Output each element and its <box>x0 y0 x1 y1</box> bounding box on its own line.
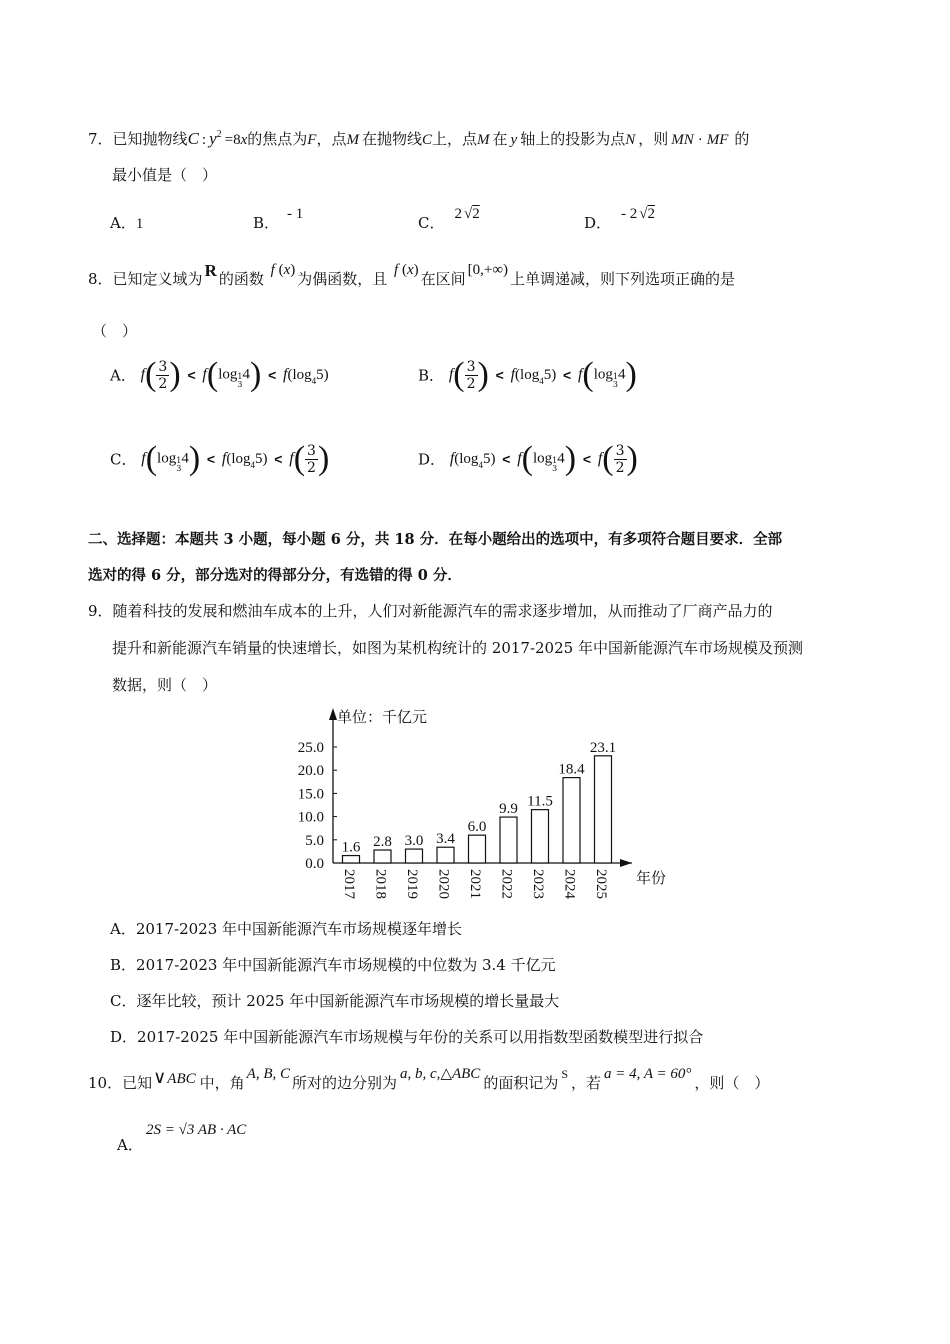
q7-colon: : <box>201 132 207 148</box>
log-base-den: 3 <box>176 464 182 473</box>
log-base: 4 <box>250 459 256 470</box>
log-arg: 4 <box>557 450 565 467</box>
q7-eq-rhs: =8 <box>224 132 241 148</box>
q10-abc: ABC <box>451 1066 481 1082</box>
q7-option-b-label: B． <box>253 214 280 232</box>
q9-line1 <box>88 600 773 621</box>
left-paren-icon: ( <box>206 356 219 393</box>
left-paren-icon: ( <box>145 356 157 393</box>
q8-option-c <box>110 440 329 478</box>
q9-line3: 数据，则（ ） <box>112 676 218 694</box>
q7-option-b-value: - 1 <box>287 206 304 222</box>
q9-option-b: B．2017-2023 年中国新能源汽车市场规模的中位数为 3.4 千亿元 <box>110 956 556 974</box>
less-than: < <box>274 451 283 467</box>
less-than: < <box>206 451 216 467</box>
q8-text: 在区间 <box>420 270 466 288</box>
fraction <box>465 359 478 392</box>
sqrt-icon: √ <box>463 206 473 222</box>
x-tick-label: 2019 <box>404 869 420 899</box>
log: log <box>593 366 613 383</box>
sqrt-icon: √ <box>639 206 648 222</box>
fraction <box>156 359 169 392</box>
log-base-den: 3 <box>612 380 619 389</box>
log-base-num: 1 <box>237 372 243 381</box>
q7-text: 在抛物线 <box>361 130 422 148</box>
q7-M: M <box>346 132 359 148</box>
q8-f: f <box>140 366 146 383</box>
log: log <box>292 366 312 383</box>
q7-square: 2 <box>216 129 222 140</box>
log-arg: 5 <box>316 366 324 383</box>
bar <box>469 835 486 863</box>
q7-option-a-label: A． <box>110 214 136 232</box>
q7-text: 的 <box>734 130 750 148</box>
q7-number: 7． <box>88 130 113 148</box>
q7-x: x <box>240 132 248 148</box>
x-tick-label: 2023 <box>530 869 546 899</box>
log-arg: 5 <box>543 366 552 383</box>
q9-number: 9． <box>88 602 113 620</box>
x-tick-label: 2024 <box>561 869 578 899</box>
right-paren-icon: ) <box>477 356 489 393</box>
q10-condition: a = 4, A = 60° <box>604 1066 692 1082</box>
x-tick-label: 2017 <box>341 869 357 899</box>
bar <box>343 856 360 863</box>
q7-y: y <box>209 129 217 148</box>
left-paren-icon: ( <box>453 356 465 393</box>
q10-line1 <box>88 1066 770 1093</box>
q8-text: 的函数 <box>218 270 264 288</box>
x-tick-label: 2022 <box>498 869 515 899</box>
q7-option-a-value: 1 <box>135 216 144 232</box>
bar <box>437 847 454 863</box>
log-base-num: 1 <box>176 456 182 465</box>
less-than: < <box>563 367 572 383</box>
q7-text: 的焦点为 <box>247 130 308 148</box>
right-paren-icon: ) <box>564 440 577 477</box>
q10-S: S <box>561 1067 569 1081</box>
fraction-denominator: 2 <box>466 375 476 392</box>
q10-sides: a, b, c, <box>400 1066 441 1082</box>
left-paren-icon: ( <box>145 440 158 477</box>
section2-header-line1: 二、选择题：本题共 3 小题，每小题 6 分，共 18 分．在每小题给出的选项中，有多项符合题目要求．全部 <box>88 531 783 548</box>
q10-text: ，若 <box>571 1074 602 1092</box>
q9-text: 随着科技的发展和燃油车成本的上升，人们对新能源汽车的需求逐步增加，从而推动了厂商产品力的 <box>112 602 773 620</box>
q7-text: 上，点 <box>432 130 478 148</box>
q8-fx-2: f (x) <box>394 262 419 278</box>
q8-f: f <box>517 450 522 467</box>
log-base: 4 <box>539 375 544 386</box>
q8-x: x <box>406 262 414 278</box>
q7-option-c-radicand: 2 <box>472 206 480 222</box>
q7-curve-name: C <box>187 129 199 148</box>
bar-value-label: 6.0 <box>467 819 487 836</box>
log-arg: 5 <box>255 450 263 467</box>
q8-f: f <box>202 366 207 383</box>
y-tick-label: 25.0 <box>297 740 324 756</box>
q8-paren: （ ） <box>92 322 138 340</box>
bar-value-label: 11.5 <box>527 793 553 810</box>
q8-line1 <box>88 261 736 289</box>
fraction-denominator: 2 <box>615 459 625 476</box>
q7-option-d <box>584 206 656 233</box>
y-tick-label: 5.0 <box>305 832 324 849</box>
less-than: < <box>268 367 277 383</box>
q10-text: 所对的边分别为 <box>292 1074 398 1092</box>
q7-option-c-value <box>444 206 479 222</box>
q9-option-c: C．逐年比较，预计 2025 年中国新能源汽车市场规模的增长量最大 <box>110 992 560 1010</box>
q9-option-a: A．2017-2023 年中国新能源汽车市场规模逐年增长 <box>110 920 463 938</box>
q8-f: f <box>283 366 288 383</box>
q7-option-c <box>418 206 480 233</box>
q8-f: f <box>221 450 227 467</box>
q8-log4-5: $(\log_45)$ <box>454 450 496 470</box>
left-paren-icon: ( <box>293 440 306 477</box>
q8-option-d-label: D． <box>418 450 446 469</box>
triangle-icon: △ <box>440 1066 452 1082</box>
fraction-numerator: 3 <box>158 358 168 375</box>
x-tick-label: 2025 <box>593 869 609 899</box>
q7-y-axis: y <box>510 132 518 148</box>
q8-option-a <box>110 356 329 394</box>
bar-value-label: 1.6 <box>341 839 361 856</box>
q7-option-a <box>110 212 143 233</box>
log: log <box>218 366 238 383</box>
q10-text: ，则（ ） <box>694 1074 770 1092</box>
less-than: < <box>495 367 504 383</box>
q7-N: N <box>625 132 636 148</box>
fraction-denominator: 2 <box>307 459 316 476</box>
y-tick-label: 20.0 <box>297 763 324 780</box>
bar <box>595 756 612 863</box>
left-paren-icon: ( <box>521 440 533 477</box>
log: log <box>459 450 479 467</box>
less-than: < <box>502 451 511 467</box>
q8-f: f <box>510 366 516 383</box>
fraction <box>614 443 627 476</box>
right-paren-icon: ) <box>188 440 201 477</box>
q7-line2: 最小值是（ ） <box>112 166 218 184</box>
y-tick-label: 10.0 <box>297 809 324 826</box>
right-paren-icon: ) <box>317 440 330 477</box>
q7-line1 <box>88 128 749 149</box>
q7-text: 轴上的投影为点 <box>520 130 626 148</box>
bar-value-label: 9.9 <box>499 801 518 818</box>
log-arg: 4 <box>242 366 250 383</box>
q7-option-c-label: C． <box>418 214 445 232</box>
q10-text: 的面积记为 <box>483 1074 559 1092</box>
q10-option-a-label: A． <box>117 1136 143 1154</box>
q8-f: f <box>289 450 294 467</box>
q8-option-c-label: C． <box>110 450 137 469</box>
y-axis-arrow-icon <box>329 708 337 720</box>
q7-vector-MF: MF <box>706 132 729 148</box>
q7-vector-MN: MN <box>671 132 694 148</box>
q7-M: M <box>477 132 490 148</box>
left-paren-icon: ( <box>602 440 614 477</box>
log-arg: 4 <box>181 450 189 467</box>
q10-number: 10． <box>88 1074 123 1092</box>
q10-abc: ABC <box>167 1071 196 1087</box>
x-axis-label: 年份 <box>636 871 667 887</box>
q10-angles: A, B, C <box>246 1066 290 1082</box>
q10-option-a-expression: 2S = √3 AB · AC <box>146 1122 247 1138</box>
left-paren-icon: ( <box>582 356 594 393</box>
fraction <box>305 443 318 476</box>
q8-log4-5: $(\log_45)$ <box>515 366 557 386</box>
log-base-num: 1 <box>552 456 558 465</box>
log-base-den: 3 <box>237 380 243 389</box>
log: log <box>231 450 251 467</box>
q8-option-b <box>418 356 637 394</box>
q8-f: f <box>449 450 455 467</box>
fraction-numerator: 3 <box>466 358 476 375</box>
log-arg: 5 <box>482 450 491 467</box>
q10-text: 已知 <box>122 1074 153 1092</box>
q7-option-d-label: D． <box>584 214 612 232</box>
fraction-numerator: 3 <box>307 442 316 459</box>
log-base: 4 <box>311 375 317 386</box>
q8-option-a-label: A． <box>110 366 136 385</box>
q8-R: R <box>204 261 217 280</box>
log: log <box>157 450 177 467</box>
bar <box>532 810 549 863</box>
q7-option-b <box>253 206 304 233</box>
q8-text: 为偶函数，且 <box>297 270 388 288</box>
right-paren-icon: ) <box>249 356 262 393</box>
section2-header-line2: 选对的得 6 分，部分选对的得部分分，有选错的得 0 分． <box>88 567 462 584</box>
q8-f: f <box>448 366 454 383</box>
q8-number: 8． <box>88 270 113 288</box>
fraction-denominator: 2 <box>158 375 168 392</box>
q8-f: f <box>270 262 275 278</box>
q8-f: f <box>141 450 146 467</box>
y-tick-label: 0.0 <box>305 856 324 872</box>
bar-value-label: 23.1 <box>589 739 617 756</box>
bar <box>500 817 517 863</box>
q8-log4-5: $(\log_45)$ <box>287 366 329 386</box>
q8-text: 已知定义域为 <box>112 270 203 288</box>
bar <box>563 778 580 863</box>
q7-text: ，点 <box>316 130 347 148</box>
q7-C: C <box>421 132 432 148</box>
right-paren-icon: ) <box>625 356 637 393</box>
y-tick-label: 15.0 <box>297 786 324 803</box>
bar <box>406 849 423 863</box>
right-paren-icon: ) <box>169 356 181 393</box>
bar-value-label: 2.8 <box>373 834 392 851</box>
less-than: < <box>187 367 196 383</box>
q7-text: 在 <box>492 130 508 148</box>
bar-value-label: 3.4 <box>436 831 455 848</box>
q9-bar-chart <box>280 700 680 912</box>
log-arg: 4 <box>618 366 626 383</box>
q7-option-d-radicand: 2 <box>647 206 656 222</box>
q8-fx-1: f (x) <box>270 262 296 278</box>
x-tick-label: 2018 <box>372 869 389 899</box>
log: log <box>520 366 540 383</box>
bar-value-label: 18.4 <box>558 761 585 778</box>
q7-option-c-coef: 2 <box>454 206 462 222</box>
q7-text: ，则 <box>638 130 669 148</box>
q8-f: f <box>597 450 603 467</box>
q7-F: F <box>307 132 317 148</box>
q8-text: 上单调递减，则下列选项正确的是 <box>510 270 736 288</box>
q7-option-d-coef: - 2 <box>621 206 638 222</box>
q9-option-d: D．2017-2025 年中国新能源汽车市场规模与年份的关系可以用指数型函数模型进行拟合 <box>110 1028 704 1046</box>
q7-option-d-value <box>611 206 655 222</box>
log-base: 4 <box>478 459 483 470</box>
log-base-den: 3 <box>552 464 558 473</box>
y-axis-label: 单位：千亿元 <box>337 710 428 726</box>
x-tick-label: 2020 <box>435 869 452 899</box>
bar-value-label: 3.0 <box>404 833 424 850</box>
log-base-num: 1 <box>612 372 619 381</box>
less-than: < <box>582 451 592 467</box>
q8-option-d <box>418 440 638 478</box>
q8-f: f <box>577 366 583 383</box>
bar <box>374 850 391 863</box>
q9-line2: 提升和新能源汽车销量的快速增长，如图为某机构统计的 2017-2025 年中国新能源汽车市场规模及预测 <box>112 639 803 657</box>
q7-dot: · <box>697 132 703 148</box>
q10-text: 中，角 <box>199 1074 245 1092</box>
q8-interval: [0,+∞) <box>467 262 509 278</box>
fraction-numerator: 3 <box>615 442 625 459</box>
log: log <box>532 450 553 467</box>
x-tick-label: 2021 <box>467 869 483 899</box>
q8-x: x <box>283 262 291 278</box>
q8-log4-5: $(\log_45)$ <box>226 450 268 470</box>
triangle-icon: ∨ <box>153 1067 167 1088</box>
q8-f: f <box>394 262 399 278</box>
q7-text: 已知抛物线 <box>112 130 188 148</box>
x-axis-arrow-icon <box>620 859 632 867</box>
q8-option-b-label: B． <box>418 366 445 385</box>
right-paren-icon: ) <box>626 440 638 477</box>
